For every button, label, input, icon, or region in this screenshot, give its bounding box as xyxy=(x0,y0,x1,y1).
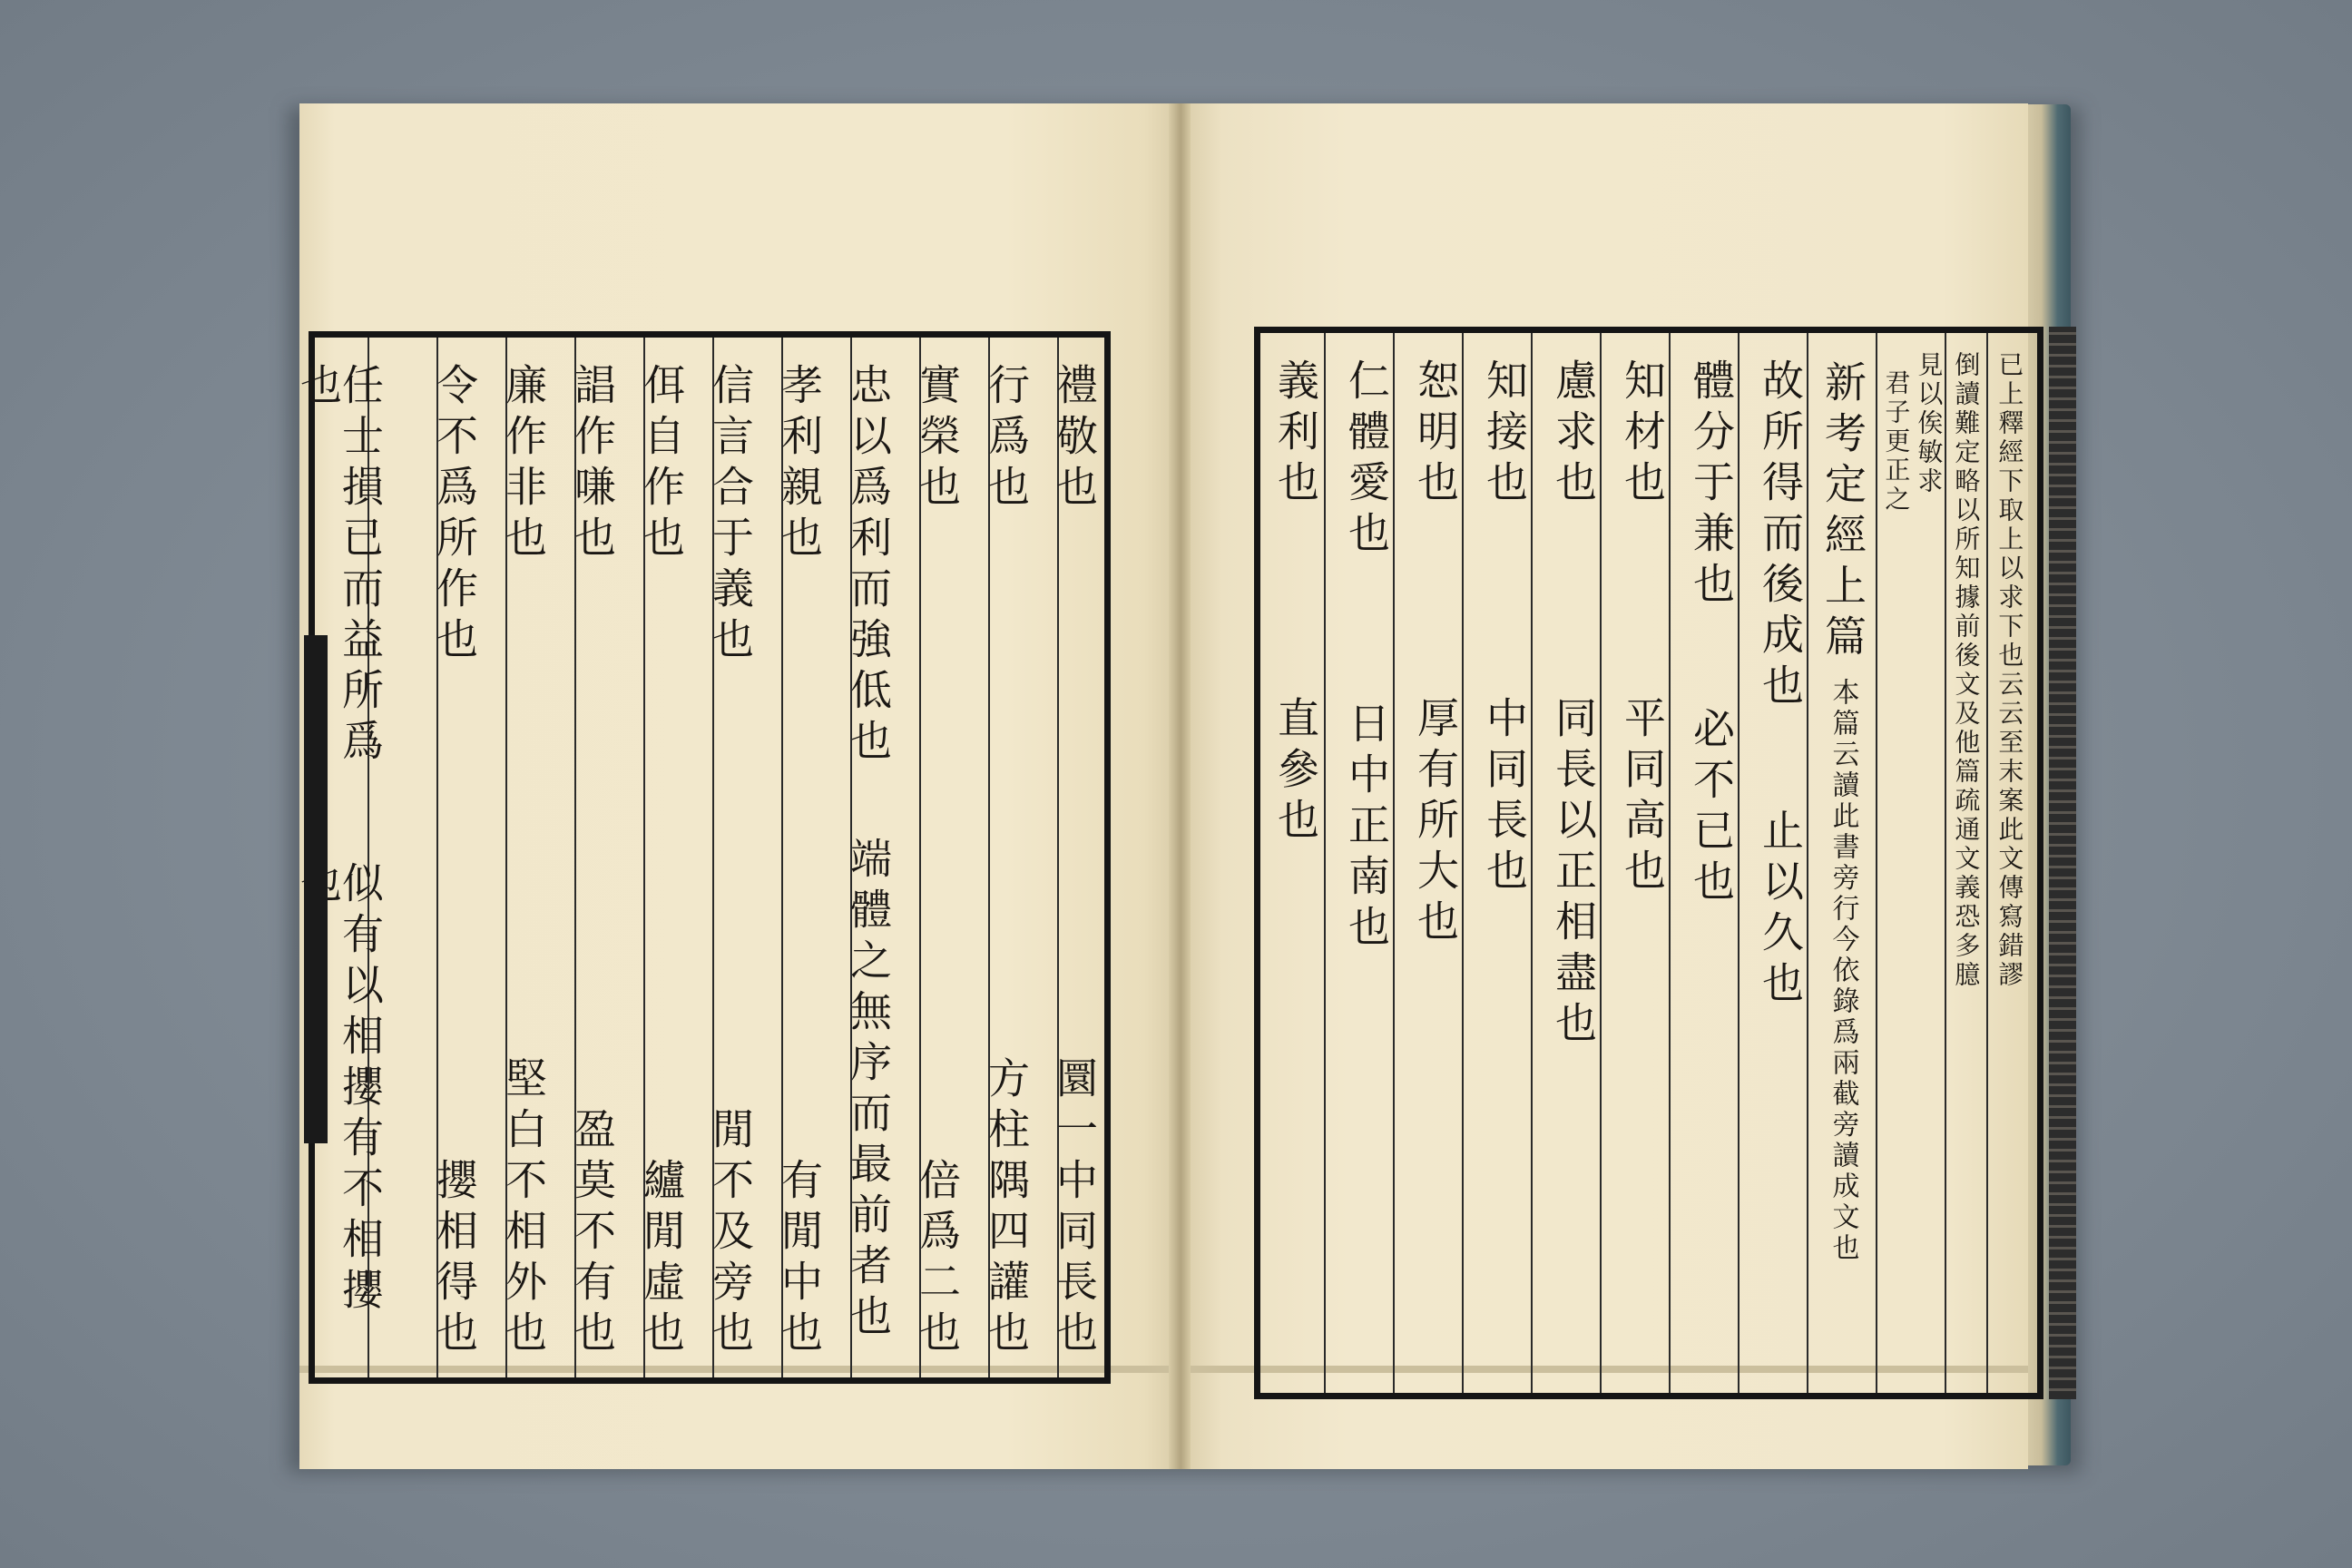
chapter-heading: 新考定經上篇 xyxy=(1818,360,1867,665)
column-upper-text: 任士損已而益所爲也 xyxy=(294,363,385,769)
text-column xyxy=(1749,358,1812,1357)
text-column xyxy=(975,363,1038,1361)
heading-column xyxy=(1816,360,1870,1268)
column-lower-text: 端體之無序而最前者也 xyxy=(844,837,893,1345)
column-lower-text: 圜一中同長也 xyxy=(1050,1056,1099,1361)
right-text-frame xyxy=(1254,327,2043,1399)
page-fore-edge xyxy=(2049,327,2076,1399)
column-upper-text: 信言合于義也 xyxy=(706,363,755,668)
column-lower-text: 攖相得也 xyxy=(430,1158,479,1361)
text-column xyxy=(1043,363,1106,1361)
text-column xyxy=(492,363,555,1361)
annotation-text: 倒讀難定略以所知據前後文及他篇疏通文義恐多臆 xyxy=(1951,351,1982,990)
column-lower-text: 止以久也 xyxy=(1756,808,1805,1012)
page-margin-block xyxy=(304,635,328,1143)
column-upper-text: 孝利親也 xyxy=(775,363,824,566)
column-upper-text: 令不爲所作也 xyxy=(430,363,479,668)
text-column xyxy=(1335,358,1398,1357)
column-upper-text: 仁體愛也 xyxy=(1342,358,1391,562)
text-column xyxy=(837,363,900,1361)
column-upper-text: 佴自作也 xyxy=(637,363,686,566)
annotation-column xyxy=(1945,351,1986,990)
column-upper-text: 廉作非也 xyxy=(499,363,548,566)
text-column xyxy=(906,363,969,1361)
column-lower-text: 必不已也 xyxy=(1687,707,1736,910)
column-lower-text: 似有以相攖有不相攖 xyxy=(336,861,385,1319)
column-lower-text: 盈莫不有也 xyxy=(568,1107,617,1361)
text-column xyxy=(1611,358,1674,1357)
column-lower-text: 閒不及旁也 xyxy=(706,1107,755,1361)
annotation-column xyxy=(1879,369,1912,514)
column-rule xyxy=(1876,333,1877,1393)
text-column xyxy=(423,363,486,1361)
annotation-column xyxy=(1986,351,2032,990)
text-column xyxy=(1680,358,1743,1357)
text-column xyxy=(1404,358,1467,1357)
annotation-column xyxy=(1910,351,1946,496)
text-column xyxy=(1473,358,1536,1357)
text-column xyxy=(699,363,762,1361)
column-upper-text: 行爲也 xyxy=(982,363,1031,515)
text-column xyxy=(630,363,693,1361)
column-lower-text: 厚有所大也 xyxy=(1411,696,1460,950)
heading-note: 本篇云讀此書旁行今依錄爲兩截旁讀成文也 xyxy=(1827,678,1859,1264)
annotation-text: 已上釋經下取上以求下也云云至末案此文傳寫錯謬 xyxy=(1994,351,2025,990)
column-upper-text: 忠以爲利而強低也 xyxy=(844,363,893,769)
column-upper-text: 知接也 xyxy=(1480,358,1529,511)
column-lower-text: 日中正南也 xyxy=(1342,701,1391,956)
text-column xyxy=(768,363,831,1361)
column-upper-text: 慮求也 xyxy=(1549,358,1598,511)
column-lower-text: 同長以正相盡也 xyxy=(1549,696,1598,1052)
column-lower-text: 纑閒虛也 xyxy=(637,1158,686,1361)
column-lower-text: 中同長也 xyxy=(1480,696,1529,899)
column-lower-text: 有閒中也 xyxy=(775,1158,824,1361)
annotation-text: 君子更正之 xyxy=(1881,369,1912,514)
column-upper-text: 禮敬也 xyxy=(1050,363,1099,515)
column-lower-text: 倍爲二也 xyxy=(913,1158,962,1361)
book-gutter xyxy=(1169,103,1191,1469)
column-upper-text: 體分于兼也 xyxy=(1687,358,1736,612)
annotation-text: 見以俟敏求 xyxy=(1914,351,1945,496)
text-column xyxy=(561,363,624,1361)
column-upper-text: 義利也 xyxy=(1271,358,1320,511)
column-upper-text: 恕明也 xyxy=(1411,358,1460,511)
column-upper-text: 實榮也 xyxy=(913,363,962,515)
column-upper-text: 誯作嗛也 xyxy=(568,363,617,566)
column-upper-text: 知材也 xyxy=(1618,358,1667,511)
text-column xyxy=(1264,358,1328,1357)
column-lower-text: 平同高也 xyxy=(1618,696,1667,899)
column-lower-text: 方柱隅四讙也 xyxy=(982,1056,1031,1361)
left-text-frame xyxy=(294,331,1111,1384)
text-column xyxy=(1542,358,1605,1357)
column-lower-text: 堅白不相外也 xyxy=(499,1056,548,1361)
column-lower-text: 直參也 xyxy=(1271,696,1320,848)
column-upper-text: 故所得而後成也 xyxy=(1756,358,1805,714)
